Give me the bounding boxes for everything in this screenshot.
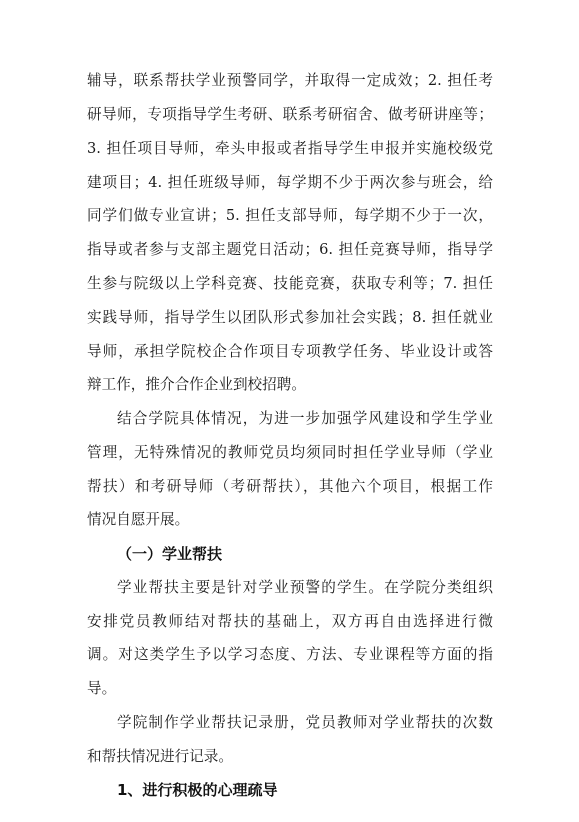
body-text-line: 导师，承担学院校企合作项目专项教学任务、毕业设计或答 bbox=[87, 343, 493, 360]
body-text-line: 3. 担任项目导师，牵头申报或者指导学生申报并实施校级党 bbox=[87, 140, 493, 157]
body-text-line: 辅导，联系帮扶学业预警同学，并取得一定成效；2. 担任考 bbox=[87, 72, 493, 89]
subsection-heading: 1、进行积极的心理疏导 bbox=[117, 781, 278, 799]
body-text-line: 生参与院级以上学科竞赛、技能竞赛，获取专利等；7. 担任 bbox=[87, 275, 493, 292]
body-text-line: 指导或者参与支部主题党日活动；6. 担任竞赛导师，指导学 bbox=[87, 241, 493, 258]
body-text-line: 安排党员教师结对帮扶的基础上，双方再自由选择进行微 bbox=[87, 613, 493, 630]
body-text-line: 结合学院具体情况，为进一步加强学风建设和学生学业 bbox=[117, 410, 493, 427]
body-text-line: 导。 bbox=[87, 680, 117, 697]
body-text-line: 帮扶）和考研导师（考研帮扶），其他六个项目，根据工作 bbox=[87, 478, 493, 495]
body-text-line: 学院制作学业帮扶记录册，党员教师对学业帮扶的次数 bbox=[117, 714, 493, 731]
body-text-line: 建项目；4. 担任班级导师，每学期不少于两次参与班会，给 bbox=[87, 174, 493, 191]
body-text-line: 辩工作，推介合作企业到校招聘。 bbox=[87, 376, 306, 393]
body-text-line: 情况自愿开展。 bbox=[87, 511, 190, 528]
body-text-line: 同学们做专业宣讲；5. 担任支部导师，每学期不少于一次， bbox=[87, 207, 493, 224]
section-heading: （一）学业帮扶 bbox=[117, 545, 223, 563]
body-text-line: 实践导师，指导学生以团队形式参加社会实践；8. 担任就业 bbox=[87, 309, 493, 326]
body-text-line: 学业帮扶主要是针对学业预警的学生。在学院分类组织 bbox=[117, 579, 493, 596]
body-text-line: 调。对这类学生予以学习态度、方法、专业课程等方面的指 bbox=[87, 646, 493, 663]
body-text-line: 研导师，专项指导学生考研、联系考研宿舍、做考研讲座等； bbox=[87, 106, 493, 123]
body-text-line: 管理，无特殊情况的教师党员均须同时担任学业导师（学业 bbox=[87, 444, 493, 461]
body-text-line: 和帮扶情况进行记录。 bbox=[87, 748, 233, 765]
